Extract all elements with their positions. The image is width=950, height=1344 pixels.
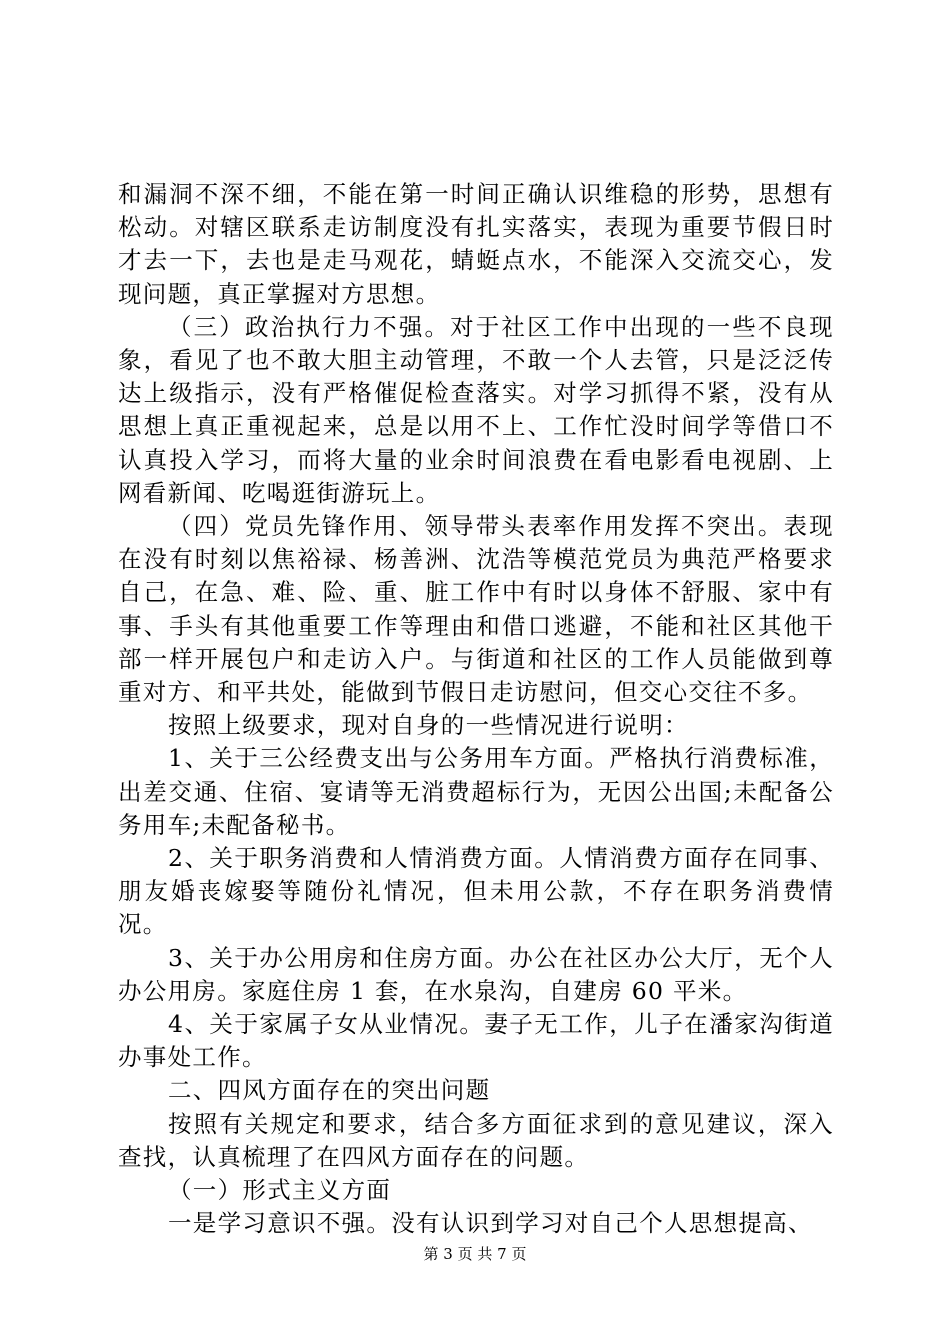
paragraph: 一是学习意识不强。没有认识到学习对自己个人思想提高、 xyxy=(168,1209,813,1238)
paragraph: 按照有关规定和要求，结合多方面征求到的意见建议，深入查找，认真梳理了在四风方面存在的问题。 xyxy=(118,1109,834,1171)
paragraph: 1、关于三公经费支出与公务用车方面。严格执行消费标准，出差交通、住宿、宴请等无消费超标行为，无因公出国;未配备公务用车;未配备秘书。 xyxy=(118,744,834,839)
paragraph: 按照上级要求，现对自身的一些情况进行说明： xyxy=(168,711,689,740)
document-body xyxy=(118,178,834,1241)
paragraph: 3、关于办公用房和住房方面。办公在社区办公大厅，无个人办公用房。家庭住房 1 套，在水泉沟，自建房 60 平米。 xyxy=(118,943,834,1005)
page-number-footer: 第 3 页 共 7 页 xyxy=(423,1245,527,1263)
paragraph: 2、关于职务消费和人情消费方面。人情消费方面存在同事、朋友婚丧嫁娶等随份礼情况，但未用公款，不存在职务消费情况。 xyxy=(118,844,834,939)
section-heading: 二、四风方面存在的突出问题 xyxy=(168,1076,491,1105)
paragraph: 4、关于家属子女从业情况。妻子无工作，儿子在潘家沟街道办事处工作。 xyxy=(118,1010,834,1072)
paragraph: （四）党员先锋作用、领导带头表率作用发挥不突出。表现在没有时刻以焦裕禄、杨善洲、沈浩等模范党员为典范严格要求自己，在急、难、险、重、脏工作中有时以身体不舒服、家中有事、手头有其他重要工作等理由和借口逃避，不能和社区其他干部一样开展包户和走访入户。与街道和社区的工作人员能做到尊重对方、和平共处，能做到节假日走访慰问，但交心交往不多。 xyxy=(118,512,834,707)
subsection-heading: （一）形式主义方面 xyxy=(168,1176,392,1205)
paragraph: （三）政治执行力不强。对于社区工作中出现的一些不良现象，看见了也不敢大胆主动管理，不敢一个人去管，只是泛泛传达上级指示，没有严格催促检查落实。对学习抓得不紧，没有从思想上真正重视起来，总是以用不上、工作忙没时间学等借口不认真投入学习，而将大量的业余时间浪费在看电影看电视剧、上网看新闻、吃喝逛街游玩上。 xyxy=(118,312,834,507)
paragraph: 和漏洞不深不细，不能在第一时间正确认识维稳的形势，思想有松动。对辖区联系走访制度没有扎实落实，表现为重要节假日时才去一下，去也是走马观花，蜻蜓点水，不能深入交流交心，发现问题，真正掌握对方思想。 xyxy=(118,180,834,308)
